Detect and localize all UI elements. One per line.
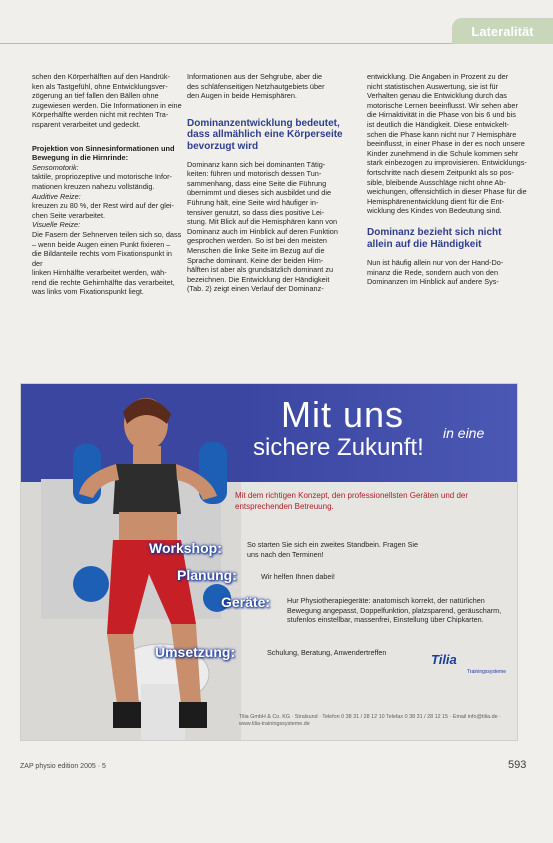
text-column-1 <box>32 72 182 297</box>
column-1-heading: Projektion von Sinnesinformationen und Bewegung in die Hirnrinde: <box>32 143 175 163</box>
text-line: beeinflusst, in einer Phase in der es noch unsere <box>367 139 525 149</box>
column-2-body <box>187 160 349 294</box>
text-line: entwicklung. Die Angaben in Prozent zu der <box>367 72 509 81</box>
text-line: stung. Mit Blick auf die Hemisphären kann von <box>187 217 338 227</box>
text-line: Körperhälfte werden nicht mit rechten Tra- <box>32 110 169 120</box>
ad-label-workshop: Workshop: <box>149 540 222 556</box>
text-column-2 <box>187 72 349 294</box>
text-line: schen den Körperhälften auf den Handrük- <box>32 72 170 81</box>
text-column-3 <box>367 72 529 287</box>
text-line: bezeichnen. Die Entwicklung der Händigkeit <box>187 274 330 284</box>
text-line: was links vom Fixationspunkt liegt. <box>32 287 144 297</box>
text-line: Die Fasern der Sehnerven teilen sich so, dass <box>32 229 182 239</box>
page-number: 593 <box>508 759 527 771</box>
text-line: Menschen die linke Seite im Bezug auf die <box>187 245 325 255</box>
text-line: Nun ist häufig allein nur von der Hand-Do- <box>367 258 504 268</box>
text-line: mationen kreuzen nahezu vollständig. <box>32 181 155 191</box>
list-subheading: Visuelle Reize: <box>32 220 81 230</box>
text-line: ist deutlich die Händigkeit. Diese entwickelt- <box>367 119 509 129</box>
tilia-logo-subtitle: Trainingssysteme <box>467 669 506 675</box>
column-2-intro <box>187 72 349 101</box>
ad-subheadline: sichere Zukunft! <box>253 434 424 461</box>
text-line: zögerung an tief fallen den Bällen ohne <box>32 91 159 101</box>
text-line: Hemisphärenentwicklung dient für die Ent- <box>367 196 505 206</box>
ad-contact-info: Tilia GmbH & Co. KG · Stralsund · Telefon 0 38 31 / 28 12 10 Telefax 0 38 31 / 28 12 15 · Email info@tilia.de · www.tilia-trainingssysteme.de <box>239 714 501 727</box>
text-line: die Bildanteile rechts vom Fixationspunkt in der <box>32 249 172 268</box>
text-line: fortschritte nach diesem Zeitpunkt als so pos- <box>367 167 514 177</box>
ad-label-geraete: Geräte: <box>221 594 271 610</box>
text-line: den Augen in beide Hemisphären. <box>187 91 297 101</box>
text-line: Führung hält, eine Seite wird häufiger in- <box>187 197 319 207</box>
text-line: tensiver genutzt, so dass dies positive Lei- <box>187 207 325 217</box>
text-line: Dominanz auch im Hinblick auf deren Funktion <box>187 226 338 236</box>
text-line: Dominanz kann sich bei dominanten Tätig- <box>187 159 326 169</box>
advertisement <box>20 383 518 741</box>
column-1-list <box>32 163 182 297</box>
text-line: – wenn beide Augen einen Punkt fixieren – <box>32 239 171 249</box>
text-line: zugewiesen werden. Die Informationen in eine <box>32 100 182 110</box>
ad-label-umsetzung: Umsetzung: <box>155 644 236 660</box>
text-line: chen Seite verarbeitet. <box>32 210 106 220</box>
text-line: kreuzen zu 80 %, der Rest wird auf der glei- <box>32 201 174 211</box>
text-line: taktile, propriozeptive und motorische Infor- <box>32 172 172 182</box>
ad-text-umsetzung: Schulung, Beratung, Anwendertreffen <box>267 648 387 657</box>
column-3-intro <box>367 72 529 216</box>
text-line: (Tab. 2) zeigt einen Verlauf der Dominanz- <box>187 284 324 294</box>
list-subheading: Sensomotorik: <box>32 162 79 172</box>
text-line: stark einbezogen zu improvisieren. Entwicklungs- <box>367 158 527 168</box>
text-line: rend die rechte Gehirnhälfte das verarbeitet, <box>32 277 175 287</box>
text-line: Verhalten genau die Entwicklung durch das <box>367 91 507 101</box>
ad-headline-small: in eine <box>443 425 485 441</box>
text-line: Dominanzen im Hinblick auf andere Sys- <box>367 277 499 287</box>
text-line: nsparent verarbeitet und gedeckt. <box>32 119 141 129</box>
column-3-body <box>367 258 529 287</box>
ad-intro-text: Mit dem richtigen Konzept, den professionellsten Geräten und der entsprechenden Betreuung. <box>235 491 469 511</box>
text-line: linken Hirnhälfte verarbeitet werden, wäh- <box>32 268 167 278</box>
text-line: sammenhang, dass eine Seite die Führung <box>187 178 327 188</box>
text-line: motorische Lernen beeinflusst. Wir sehen aber <box>367 100 518 110</box>
text-line: weichungen, offensichtlich in dieser Phase für die <box>367 187 527 197</box>
text-line: schen die Phase kann nicht nur 7 Hemisphäre <box>367 129 517 139</box>
ad-text-workshop: So starten Sie sich ein zweites Standbein. Fragen Sie uns nach den Terminen! <box>247 540 418 559</box>
ad-headline: Mit uns <box>281 394 405 435</box>
text-line: des schläfenseitigen Netzhautgebiets über <box>187 81 325 91</box>
section-tab: Lateralität <box>452 18 553 44</box>
fitness-woman-photo <box>21 384 241 740</box>
list-subheading: Auditive Reize: <box>32 191 81 201</box>
column-2-heading: Dominanzentwicklung bedeutet, dass allmählich eine Körperseite bevorzugt wird <box>187 117 343 152</box>
text-line: Sprache dominant. Keine der beiden Hirn- <box>187 255 324 265</box>
column-3-heading: Dominanz bezieht sich nicht allein auf die Händigkeit <box>367 226 502 250</box>
footer-publication: ZAP physio edition 2005 · 5 <box>20 763 106 770</box>
ad-label-planung: Planung: <box>177 567 237 583</box>
text-line: wicklung des Kindes von Bedeutung sind. <box>367 206 502 216</box>
text-line: übernimmt und dieses sich ausbildet und die <box>187 188 331 198</box>
ad-text-geraete: Hur Physiotherapiegeräte: anatomisch korrekt, der natürlichen Bewegung angepasst, Doppelfunktion, platzsparend, geräuscharm, stufenlos einstellbar, massenfrei, Einstellung über Chipkarten. <box>287 596 502 624</box>
text-line: Kinder zunehmend in die Schule kommen sehr <box>367 148 519 158</box>
text-line: nicht statistischen Auswertung, sie ist für <box>367 81 498 91</box>
text-line: hälften ist aber als grundsätzlich dominant zu <box>187 265 334 275</box>
text-line: gesprochen werden. So ist bei den meisten <box>187 236 327 246</box>
text-line: Informationen aus der Sehgrube, aber die <box>187 72 323 81</box>
text-line: keiten: führen und motorisch dessen Tun- <box>187 169 322 179</box>
text-line: sible, bleibende Ausschläge nicht ohne Ab- <box>367 177 506 187</box>
text-line: minanz die Rede, sondern auch von den <box>367 267 499 277</box>
tilia-logo: Tilia <box>431 652 457 667</box>
text-line: die Hirnaktivität in die Phase von bis 6 und bis <box>367 110 516 120</box>
column-1-intro <box>32 72 182 130</box>
ad-text-planung: Wir helfen Ihnen dabei! <box>261 572 335 581</box>
text-line: ken als Tastgefühl, ohne Entwicklungsver- <box>32 81 168 91</box>
